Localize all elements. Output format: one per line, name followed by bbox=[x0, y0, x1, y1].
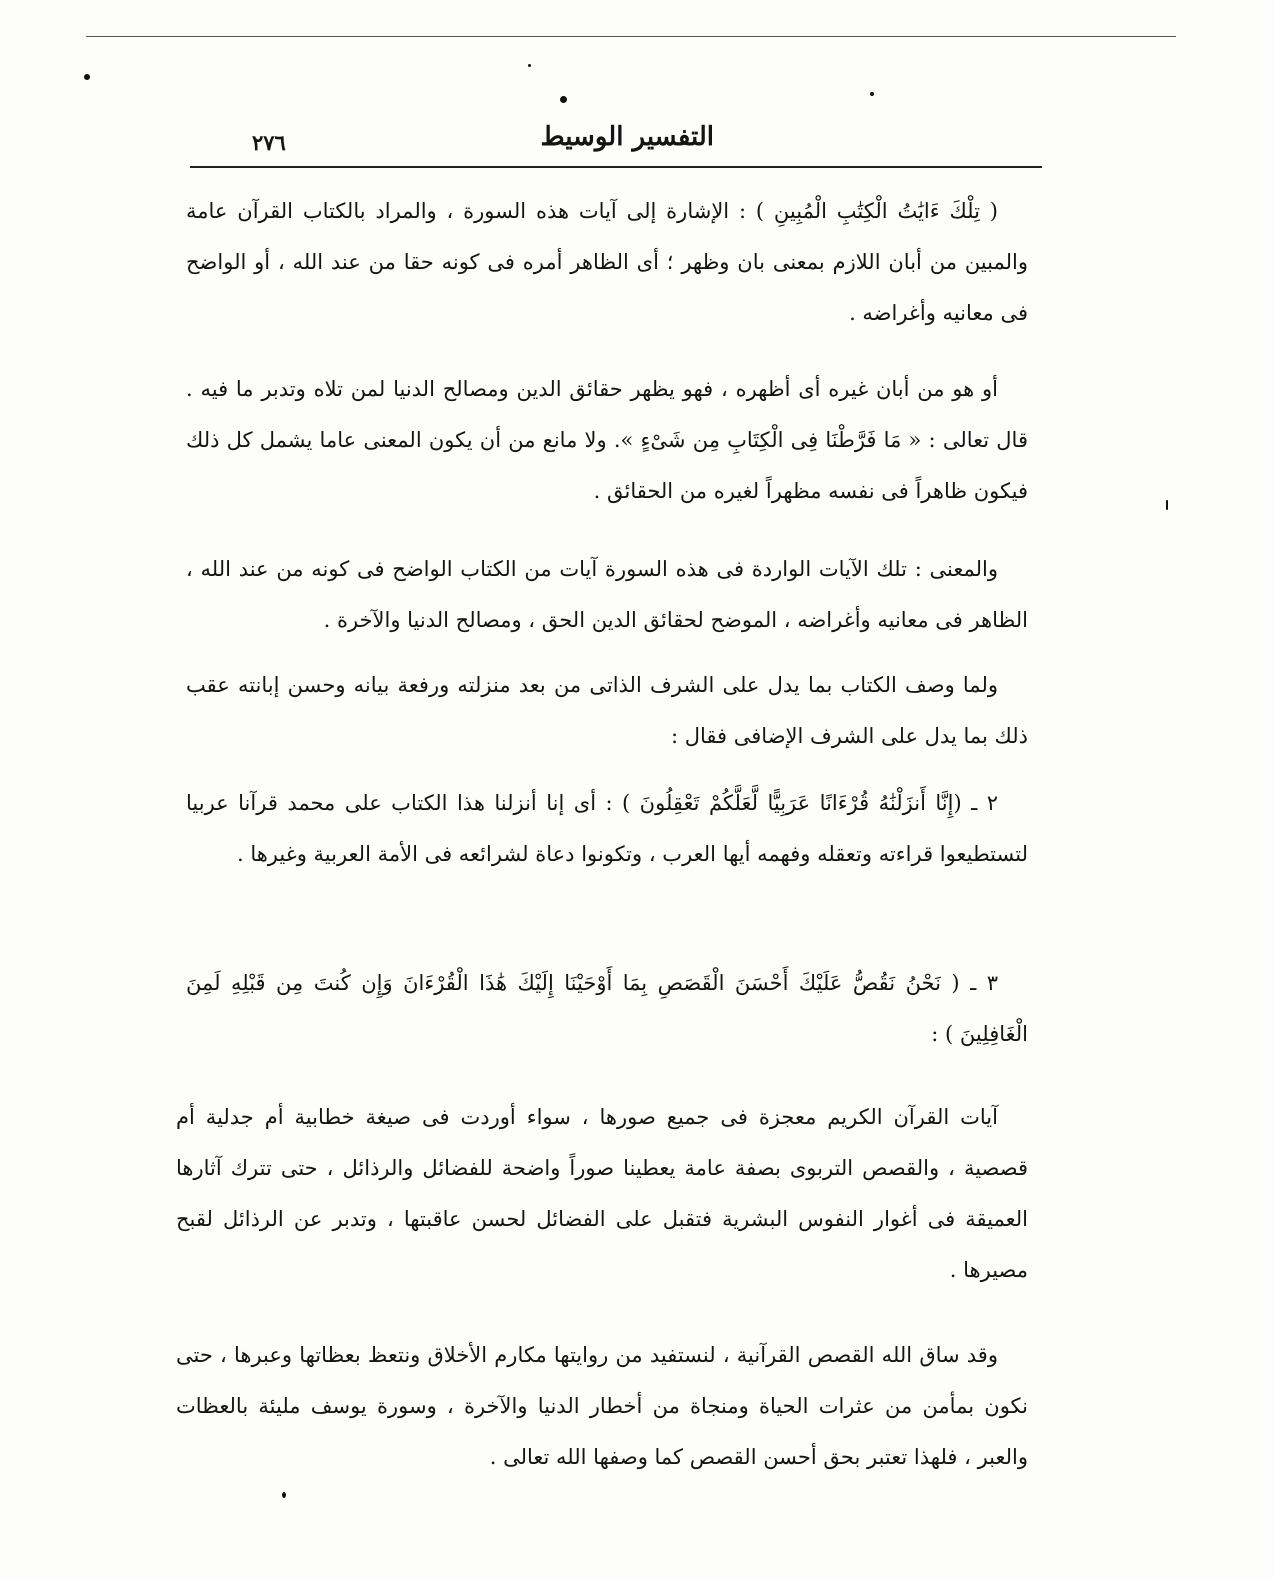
scan-speck bbox=[84, 74, 90, 80]
scan-speck bbox=[282, 1492, 286, 1498]
paragraph-abana-meaning: أو هو من أبان غيره أى أظهره ، فهو يظهر حقائق الدين ومصالح الدنيا لمن تلاه وتدبر ما فيه . قال تعالى : « مَا فَرَّطْنَا فِى الْكِتَابِ مِن شَىْءٍ ». ولا مانع من أن يكون المعنى عاما يشمل كل ذلك فيكون ظاهراً فى نفسه مظهراً لغيره من الحقائق . bbox=[186, 377, 1028, 503]
scan-speck bbox=[528, 64, 531, 67]
paragraph-surah-yusuf: وقد ساق الله القصص القرآنية ، لنستفيد من روايتها مكارم الأخلاق ونتعظ بعظاتها وعبرها ، حتى نكون بمأمن من عثرات الحياة ومنجاة من أخطار الدنيا والآخرة ، وسورة يوسف مليئة بالعظات والعبر ، فلهذا تعتبر بحق أحسن القصص كما وصفها الله تعالى . bbox=[176, 1343, 1028, 1469]
running-header bbox=[188, 122, 1044, 162]
body-text bbox=[186, 660, 1028, 762]
paragraph-meaning: والمعنى : تلك الآيات الواردة فى هذه السورة آيات من الكتاب الواضح فى كونه من عند الله ، الظاهر فى معانيه وأغراضه ، الموضح لحقائق الدين الحق ، ومصالح الدنيا والآخرة . bbox=[186, 557, 1028, 632]
body-text bbox=[176, 1330, 1028, 1483]
body-text bbox=[186, 778, 1028, 880]
paragraph-verse-1-commentary: ( تِلْكَ ءَايَٰتُ الْكِتَٰبِ الْمُبِينِ ) : الإشارة إلى آيات هذه السورة ، والمراد بالكتاب القرآن عامة والمبين من أبان اللازم بمعنى بان وظهر ؛ أى الظاهر أمره فى كونه حقا من عند الله ، أو الواضح فى معانيه وأغراضه . bbox=[186, 199, 1028, 325]
paragraph-quranic-stories: آيات القرآن الكريم معجزة فى جميع صورها ، سواء أوردت فى صيغة خطابية أم جدلية أم قصصية ، والقصص التربوى بصفة عامة يعطينا صوراً واضحة للفضائل والرذائل ، حتى تترك آثارها العميقة فى أغوار النفوس البشرية فتقبل على الفضائل لحسن عاقبتها ، وتدبر عن الرذائل لقبح مصيرها . bbox=[176, 1105, 1028, 1282]
body-text bbox=[186, 364, 1028, 517]
body-text bbox=[186, 186, 1028, 339]
paragraph-verse-2: ٢ ـ (إِنَّا أَنزَلْنَٰهُ قُرْءَانًا عَرَبِيًّا لَّعَلَّكُمْ تَعْقِلُونَ ) : أى إنا أنزلنا هذا الكتاب على محمد قرآنا عربيا لتستطيعوا قراءته وتعقله وفهمه أيها العرب ، وتكونوا دعاة لشرائعه فى الأمة العربية وغيرها . bbox=[186, 791, 1028, 866]
scan-speck bbox=[560, 96, 567, 103]
body-text bbox=[186, 958, 1028, 1060]
body-text bbox=[176, 1092, 1028, 1296]
header-rule bbox=[190, 166, 1042, 168]
page-title: التفسير الوسيط bbox=[540, 122, 714, 152]
scan-speck bbox=[870, 92, 874, 96]
scan-edge-line bbox=[86, 36, 1176, 37]
body-text bbox=[186, 544, 1028, 646]
page-number: ٢٧٦ bbox=[252, 130, 286, 155]
paragraph-transition: ولما وصف الكتاب بما يدل على الشرف الذاتى من بعد منزلته ورفعة بيانه وحسن إبانته عقب ذلك بما يدل على الشرف الإضافى فقال : bbox=[186, 673, 1028, 748]
paragraph-verse-3: ٣ ـ ( نَحْنُ نَقُصُّ عَلَيْكَ أَحْسَنَ الْقَصَصِ بِمَا أَوْحَيْنَا إِلَيْكَ هَٰذَا الْقُرْءَانَ وَإِن كُنتَ مِن قَبْلِهِ لَمِنَ الْغَافِلِينَ ) : bbox=[186, 971, 1028, 1046]
scan-speck bbox=[1166, 500, 1168, 510]
